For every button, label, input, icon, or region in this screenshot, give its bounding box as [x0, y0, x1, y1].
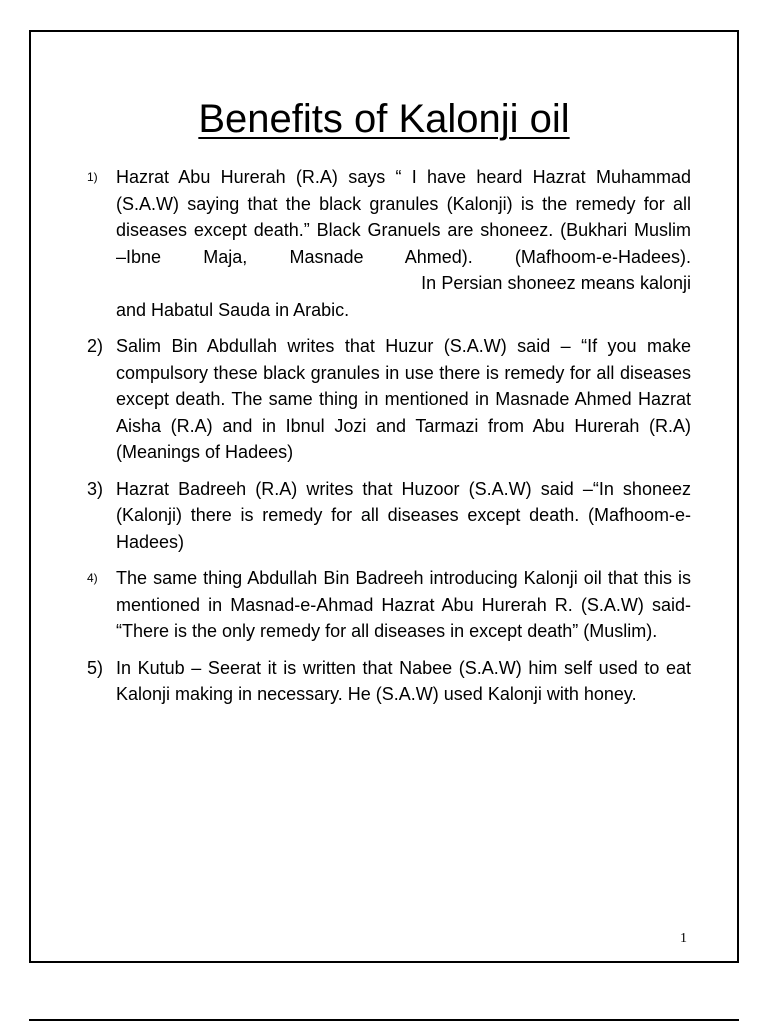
- list-item-text: Salim Bin Abdullah writes that Huzur (S.A.W) said – “If you make compulsory these black granules in use there is remedy for all diseases except death. The same thing in mentioned in Masnade Ahmed Hazrat Aisha (R.A) and in Ibnul Jozi and Tarmazi from Abu Hurerah (R.A) (Meanings of Hadees): [116, 336, 691, 462]
- list-item: [87, 655, 691, 708]
- list-item-text: The same thing Abdullah Bin Badreeh introducing Kalonji oil that this is mentioned in Masnad-e-Ahmad Hazrat Abu Hurerah R. (S.A.W) said- “There is the only remedy for all diseases in except death” (Muslim).: [116, 568, 691, 641]
- document-page: [29, 30, 739, 963]
- list-item-text-continued: In Persian shoneez means kalonji and Habatul Sauda in Arabic.: [116, 273, 691, 320]
- list-item-text: Hazrat Badreeh (R.A) writes that Huzoor (S.A.W) said –“In shoneez (Kalonji) there is remedy for all diseases except death. (Mafhoom-e-Hadees): [116, 478, 691, 552]
- next-page-top-border: [29, 1019, 739, 1021]
- page-title: Benefits of Kalonji oil: [198, 97, 570, 141]
- benefits-list: [87, 164, 691, 718]
- list-item: [87, 565, 691, 645]
- list-item-text: In Kutub – Seerat it is written that Nabee (S.A.W) him self used to eat Kalonji making in necessary. He (S.A.W) used Kalonji with honey.: [116, 657, 691, 704]
- list-item-number: 4): [87, 571, 98, 585]
- list-item-text: Hazrat Abu Hurerah (R.A) says “ I have heard Hazrat Muhammad (S.A.W) saying that the black granules (Kalonji) is the remedy for all diseases except death.” Black Granuels are shoneez. (Bukhari Muslim –Ibne Maja, Masnade Ahmed). (Mafhoom-e-Hadees).: [116, 167, 691, 267]
- list-item: [87, 333, 691, 466]
- list-item: [87, 476, 691, 556]
- page-number: 1: [680, 931, 687, 946]
- list-item-number: 5): [87, 657, 104, 678]
- list-item-number: 2): [87, 336, 104, 356]
- list-item-number: 1): [87, 170, 98, 184]
- list-item: [87, 164, 691, 323]
- list-item-number: 3): [87, 478, 104, 499]
